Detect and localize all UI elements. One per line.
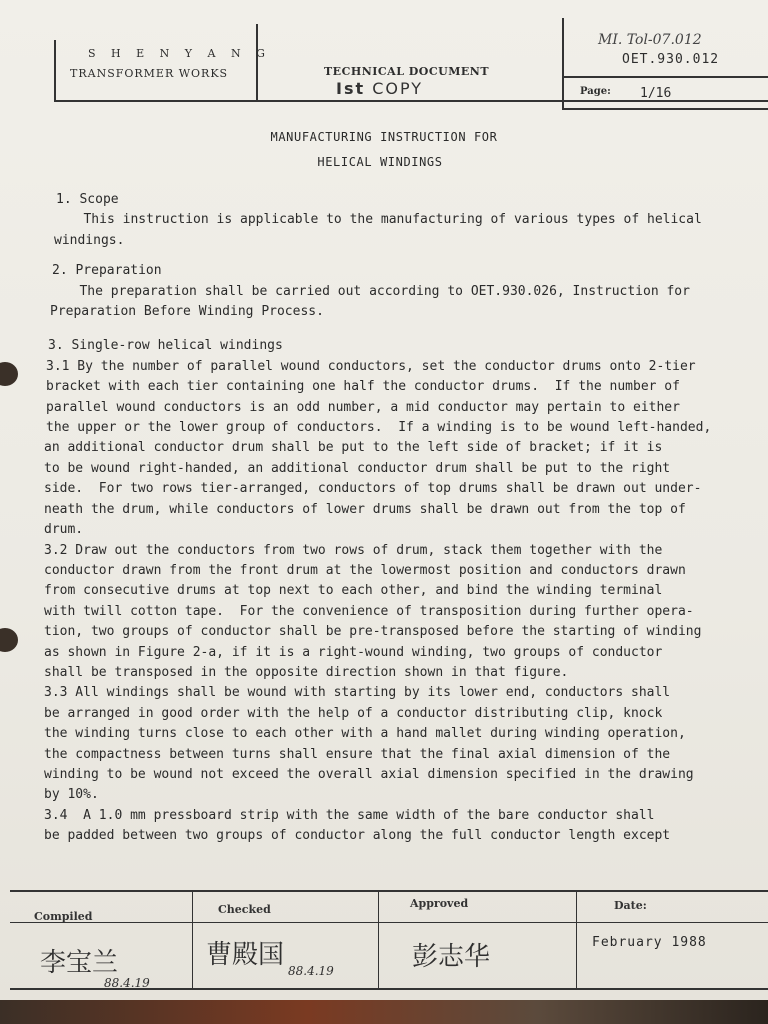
paragraph-line: parallel wound conductors is an odd number, a mid conductor may pertain to either [46,399,680,415]
paragraph-line: drum. [44,522,84,538]
paragraph-line: as shown in Figure 2-a, if it is a right-wound winding, two groups of conductor [44,644,663,660]
paragraph-line: the compactness between turns shall ensure that the final axial dimension of the [44,746,671,762]
paragraph-line: side. For two rows tier-arranged, conductors of top drums shall be drawn out under- [44,481,702,497]
paragraph-line: winding to be wound not exceed the overall axial dimension specified in the drawing [44,766,694,782]
company-subtitle: TRANSFORMER WORKS [70,67,229,80]
paragraph-line: windings. [54,232,125,248]
paragraph-line: neath the drum, while conductors of lower drums shall be drawn out from the top of [44,501,686,517]
section-heading-single-row: 3. Single-row helical windings [48,338,283,354]
footer-checked-label: Checked [218,903,271,916]
copy-stamp-suffix: COPY [372,79,424,98]
footer-approved-label: Approved [410,897,469,910]
desk-background [0,1000,768,1024]
paragraph-line: with twill cotton tape. For the convenience of transposition during further opera- [44,603,694,619]
paragraph-line: The preparation shall be carried out according to OET.930.026, Instruction for [56,283,690,299]
checked-signature: 曹殿国 [206,940,285,970]
document-title-line1: MANUFACTURING INSTRUCTION FOR [270,130,498,144]
company-name: S H E N Y A N G [88,47,271,60]
document-type: TECHNICAL DOCUMENT [324,65,490,78]
document-body [44,190,744,847]
copy-stamp [336,79,423,98]
header-divider-2 [562,18,564,110]
page-label: Page: [580,86,611,97]
paragraph-line: tion, two groups of conductor shall be pre-transposed before the starting of winding [44,624,702,640]
paragraph-line: from consecutive drums at top next to each other, and bind the winding terminal [44,583,663,599]
compiled-signature: 李宝兰 [40,948,119,978]
header-page-bottom-rule [562,108,768,110]
paragraph-line: an additional conductor drum shall be put to the left side of bracket; if it is [44,440,663,456]
footer-divider-3 [576,892,577,988]
footer-label-rule [10,922,768,923]
paragraph-line: be padded between two groups of conductor along the full conductor length except [44,828,671,844]
footer-divider-2 [378,892,379,988]
paragraph-line: bracket with each tier containing one half the conductor drums. If the number of [46,379,680,395]
paragraph-line: be arranged in good order with the help of a conductor distributing clip, knock [44,705,663,721]
paragraph-line: shall be transposed in the opposite direction shown in that figure. [44,664,569,680]
paragraph-line: the upper or the lower group of conductors. If a winding is to be wound left-handed, [46,420,712,436]
document-number: OET.930.012 [622,52,720,67]
document-date: February 1988 [592,935,707,950]
paragraph-line: 3.1 By the number of parallel wound conductors, set the conductor drums onto 2-tier [46,358,696,374]
paragraph-line: to be wound right-handed, an additional conductor drum shall be put to the right [44,460,671,476]
section-heading-scope: 1. Scope [56,192,119,207]
approved-signature: 彭志华 [412,942,491,972]
header-divider-1 [256,24,258,101]
header-divider-left [54,40,56,102]
paragraph-line: by 10%. [44,787,99,803]
paragraph-line: conductor drawn from the front drum at the lowermost position and conductors drawn [44,562,686,578]
footer-compiled-label: Compiled [34,910,93,923]
compiled-signature-date: 88.4.19 [104,976,150,990]
paragraph-line: Preparation Before Winding Process. [50,304,324,320]
paragraph-line: 3.4 A 1.0 mm pressboard strip with the same width of the bare conductor shall [44,807,655,823]
section-heading-preparation: 2. Preparation [52,263,162,279]
checked-signature-date: 88.4.19 [288,964,334,978]
handwritten-code: MI. Tol-07.012 [598,32,702,48]
paragraph-line: This instruction is applicable to the manufacturing of various types of helical [60,212,702,228]
binder-hole-top [0,362,18,386]
paragraph-line: 3.3 All windings shall be wound with starting by its lower end, conductors shall [44,685,671,701]
footer-top-rule [10,890,768,892]
footer-date-label: Date: [614,899,647,912]
header-page-rule [562,76,768,78]
document-title-line2: HELICAL WINDINGS [317,155,443,169]
footer-divider-1 [192,892,193,988]
paragraph-line: the winding turns close to each other with a hand mallet during winding operation, [44,726,686,742]
page-number: 1/16 [640,86,672,101]
binder-hole-bottom [0,628,18,652]
paragraph-line: 3.2 Draw out the conductors from two rows of drum, stack them together with the [44,542,663,558]
copy-stamp-prefix: Ist [336,79,366,98]
